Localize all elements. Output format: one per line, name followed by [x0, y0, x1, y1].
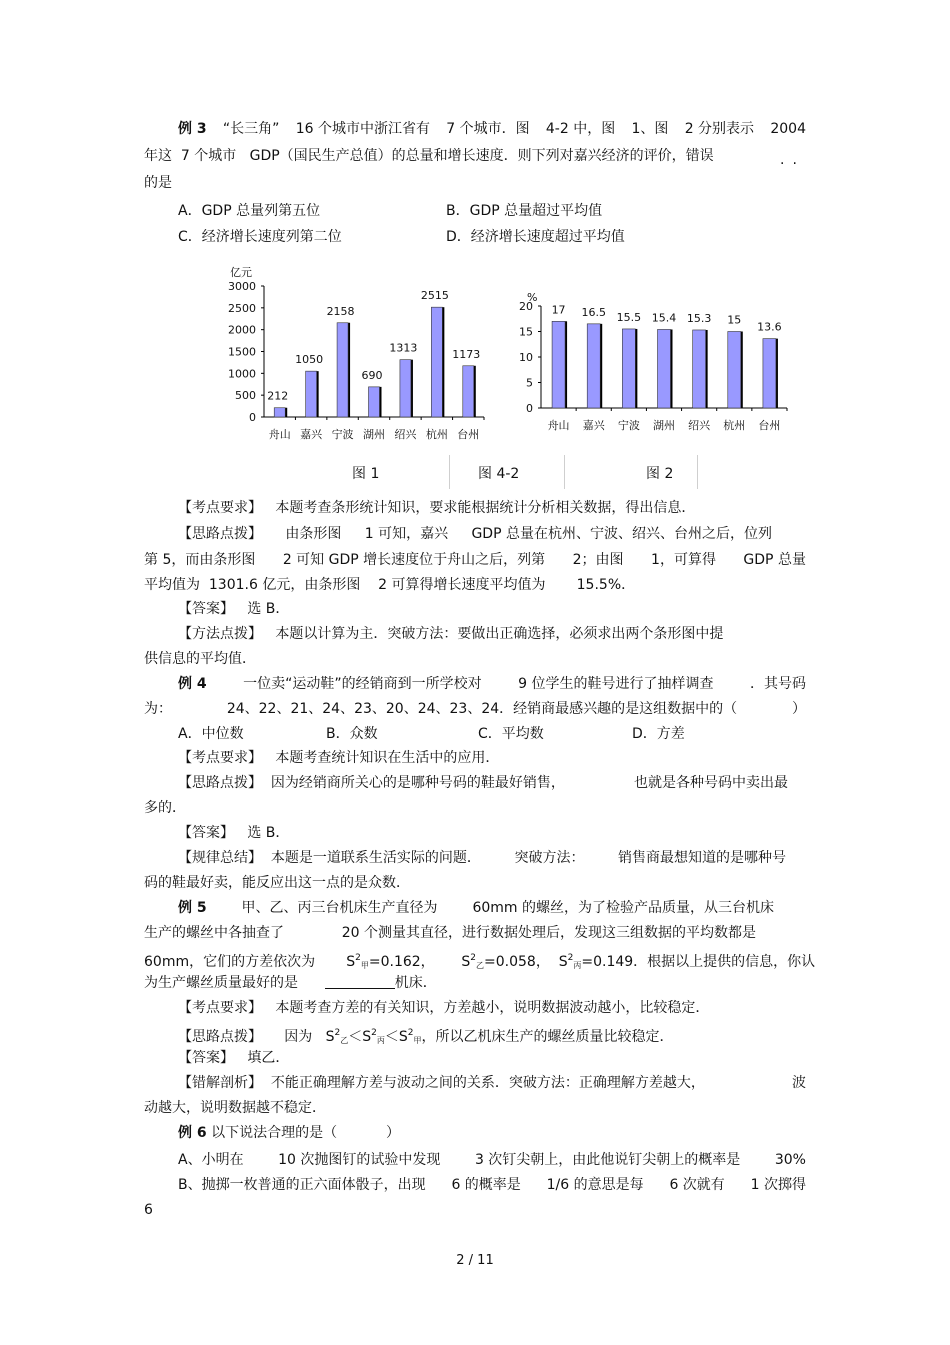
caption-divider	[449, 455, 450, 489]
bar	[622, 329, 635, 408]
bar	[587, 324, 600, 408]
ex5-line-4	[144, 974, 437, 992]
ex4-kd	[178, 749, 499, 767]
bar	[552, 321, 565, 408]
bar	[306, 371, 317, 417]
tag-kaodian: 【考点要求】	[178, 750, 262, 766]
x-tick-label: 嘉兴	[300, 428, 323, 441]
ex3-sl-1	[178, 525, 772, 543]
text-seg: 1，可算得	[651, 552, 716, 568]
text-seg: 不能正确理解方差与波动之间的关系．突破方法：正确理解方差越大，	[270, 1075, 705, 1091]
y-tick-label: 1500	[228, 345, 256, 359]
x-tick-label: 绍兴	[394, 428, 417, 441]
bar	[463, 366, 474, 417]
text-seg: 机床．	[394, 975, 437, 991]
ex5-cj-1	[178, 1074, 806, 1092]
text-seg: 生产的螺丝中各抽查了	[144, 925, 284, 941]
page-number: 2 / 11	[456, 1253, 494, 1268]
text-seg: 甲、乙、丙三台机床生产直径为	[241, 900, 438, 916]
x-tick-label: 宁波	[331, 428, 354, 441]
ex5-line-2	[144, 924, 756, 942]
y-axis-label: %	[527, 291, 538, 304]
text-seg: 4-2 中，图	[545, 121, 616, 137]
ex5-sl	[178, 1024, 674, 1050]
text-seg: 30%	[774, 1152, 806, 1168]
data-label: 16.5	[581, 305, 606, 319]
y-tick-label: 0	[526, 402, 533, 415]
text-seg: 第 5，而由条形图	[144, 552, 256, 568]
text-seg: 1/6 的意思是每	[546, 1177, 644, 1193]
ex4-gl-2: 码的鞋最好卖，能反应出这一点的是众数．	[144, 875, 410, 891]
ex5-line-3	[144, 949, 815, 975]
y-tick-label: 15	[519, 325, 533, 339]
text-seg: 为：	[144, 701, 172, 717]
data-label: 17	[551, 303, 566, 317]
tag-silu: 【思路点拨】	[178, 1029, 262, 1045]
ex4-gl-1	[178, 849, 786, 867]
tag-method: 【方法点拨】	[178, 626, 262, 642]
ex5-line-1	[178, 899, 774, 917]
ex4-line-2	[144, 700, 806, 718]
x-tick-label: 台州	[457, 428, 480, 441]
text-seg: 2 分别表示	[684, 121, 755, 137]
text-seg: ）	[386, 1125, 401, 1141]
tag-answer: 【答案】	[178, 1050, 234, 1066]
text-seg: 20 个测量其直径，进行数据处理后，发现这三组数据的平均数都是	[341, 925, 756, 941]
y-tick-label: 3000	[228, 280, 256, 293]
inequality: $S^2_乙<S^2_丙<S^2_甲$	[325, 1028, 422, 1045]
caption-fig42: 图 4-2	[478, 466, 520, 482]
caption-divider	[564, 455, 565, 489]
text-seg: 为生产螺丝质量最好的是	[144, 975, 298, 991]
text-seg: 6 次就有	[669, 1177, 725, 1193]
data-label: 13.6	[757, 320, 782, 334]
text-seg: 本题以计算为主．突破方法：要做出正确选择，必须求出两个条形图中提	[275, 626, 724, 642]
ex4-sl-1	[178, 774, 788, 792]
ex3-label: 例 3	[178, 121, 207, 137]
gdp-total-chart	[220, 262, 495, 447]
ex5-label: 例 5	[178, 900, 207, 916]
ex4-option-d: D．方差	[632, 726, 685, 742]
y-tick-label: 2000	[228, 323, 256, 337]
text-seg: 6 的概率是	[451, 1177, 521, 1193]
ex6-option-a	[178, 1151, 806, 1169]
ex3-answer	[178, 600, 289, 618]
bar	[763, 339, 776, 408]
data-label: 15	[727, 313, 742, 327]
data-label: 212	[267, 389, 289, 403]
text-seg: 1 可知，嘉兴	[364, 526, 449, 542]
text-seg: 2004	[770, 121, 806, 137]
text-seg: GDP 总量在杭州、宁波、绍兴、台州之后，位列	[471, 526, 772, 542]
text-seg: 突破方法：	[514, 850, 585, 866]
text-seg: 因为经销商所关心的是哪种号码的鞋最好销售，	[270, 775, 565, 791]
ex5-answer	[178, 1049, 289, 1067]
ex4-line-1	[178, 675, 806, 693]
data-label: 690	[361, 368, 383, 382]
text-seg: 以下说法合理的是（	[211, 1125, 338, 1141]
ex3-line-2: 年这 7 个城市 GDP（国民生产总值）的总量和增长速度．则下列对嘉兴经济的评价，错误	[144, 148, 714, 164]
ex3-kd	[178, 499, 695, 517]
tag-silu: 【思路点拨】	[178, 526, 262, 542]
tag-kaodian: 【考点要求】	[178, 500, 262, 516]
ex4-option-c: C．平均数	[478, 726, 544, 742]
caption-divider	[697, 455, 698, 489]
y-tick-label: 500	[235, 389, 256, 403]
text-seg: 1 次掷得	[750, 1177, 806, 1193]
bar	[431, 307, 442, 417]
y-tick-label: 2500	[228, 301, 256, 315]
text-seg: ，所以乙机床生产的螺丝质量比较稳定．	[421, 1029, 674, 1045]
x-tick-label: 湖州	[363, 428, 385, 441]
data-label: 1050	[295, 353, 324, 367]
ex3-ff-2: 供信息的平均值．	[144, 651, 256, 667]
x-tick-label: 杭州	[723, 419, 746, 432]
text-seg: 填乙．	[247, 1050, 290, 1066]
text-seg: 因为	[284, 1029, 313, 1045]
caption-fig1: 图 1	[352, 466, 380, 482]
x-tick-label: 嘉兴	[582, 419, 605, 432]
data-label: 2515	[420, 289, 449, 303]
bar	[400, 360, 411, 417]
text-seg: 本题考查方差的有关知识，方差越小，说明数据波动越小，比较稳定．	[275, 1000, 710, 1016]
x-tick-label: 台州	[758, 419, 781, 432]
y-axis-label: 亿元	[230, 266, 252, 279]
text-seg: 3 次钉尖朝上，由此他说钉尖朝上的概率是	[474, 1152, 741, 1168]
y-tick-label: 20	[519, 300, 533, 313]
data-label: 15.5	[616, 310, 642, 324]
ex3-option-d: D．经济增长速度超过平均值	[446, 229, 625, 245]
ex4-answer	[178, 824, 289, 842]
data-label: 1313	[389, 341, 418, 355]
bar	[274, 408, 285, 417]
text-seg: 10 次抛图钉的试验中发现	[278, 1152, 441, 1168]
tag-answer: 【答案】	[178, 601, 234, 617]
tag-answer: 【答案】	[178, 825, 234, 841]
ex6-line-1	[178, 1124, 400, 1142]
data-label: 15.4	[651, 311, 677, 325]
ex3-option-b: B．GDP 总量超过平均值	[446, 203, 603, 219]
data-label: 1173	[452, 347, 481, 361]
ex3-option-c: C．经济增长速度列第二位	[178, 229, 342, 245]
text-seg: A、小明在	[178, 1152, 244, 1168]
ex3-option-a: A．GDP 总量列第五位	[178, 203, 321, 219]
emphasis-dots: ..	[780, 152, 805, 168]
text-seg: 2；由图	[572, 552, 624, 568]
text-seg: 本题是一道联系生活实际的问题．	[270, 850, 481, 866]
ex3-sl-2	[144, 551, 806, 569]
ex6-option-b	[178, 1176, 806, 1194]
text-seg: 2 可知 GDP 增长速度位于舟山之后，列第	[282, 552, 546, 568]
text-seg: 由条形图	[285, 526, 342, 542]
s-bing: $S^2_丙=0.149$．根据以上提供的信息，你认	[558, 953, 816, 970]
tag-kaodian: 【考点要求】	[178, 1000, 262, 1016]
ex3-ff-1	[178, 625, 723, 643]
text-seg: 1、图	[631, 121, 669, 137]
x-tick-label: 舟山	[268, 428, 291, 441]
text-seg: 选 B．	[247, 825, 290, 841]
x-tick-label: 湖州	[653, 419, 675, 432]
text-seg: ．其号码	[750, 676, 806, 692]
ex4-sl-2: 多的．	[144, 800, 186, 816]
bar	[658, 329, 671, 408]
text-seg: 本题考查条形统计知识，要求能根据统计分析相关数据，得出信息．	[275, 500, 696, 516]
text-seg: 销售商最想知道的是哪种号	[618, 850, 786, 866]
x-tick-label: 杭州	[425, 428, 448, 441]
text-seg: 选 B．	[247, 601, 290, 617]
text-seg: 60mm 的螺丝，为了检验产品质量，从三台机床	[472, 900, 774, 916]
y-tick-label: 10	[519, 351, 533, 364]
answer-blank	[325, 974, 395, 989]
x-tick-label: 舟山	[547, 419, 570, 432]
text-seg: 一位卖“运动鞋”的经销商到一所学校对	[243, 676, 482, 692]
ex4-option-b: B．众数	[326, 726, 378, 742]
text-seg: 9 位学生的鞋号进行了抽样调查	[518, 676, 714, 692]
ex3-line-1	[178, 120, 806, 138]
x-tick-label: 绍兴	[688, 419, 711, 432]
text-seg: 本题考查统计知识在生活中的应用．	[275, 750, 500, 766]
ex3-sl-3: 平均值为 1301.6 亿元，由条形图 2 可算得增长速度平均值为 15.5%．	[144, 577, 636, 593]
bar	[728, 332, 741, 409]
s-jia: $S^2_甲=0.162$，	[346, 953, 435, 970]
s-yi: $S^2_乙=0.058$，	[461, 953, 550, 970]
ex6-option-b-cont: 6	[144, 1202, 153, 1218]
text-seg: B、抛掷一枚普通的正六面体骰子，出现	[178, 1177, 426, 1193]
data-label: 15.3	[686, 311, 712, 325]
caption-fig2: 图 2	[646, 466, 674, 482]
bar	[693, 330, 706, 408]
text-seg: 波	[792, 1075, 806, 1091]
ex5-cj-2: 动越大，说明数据越不稳定．	[144, 1100, 326, 1116]
text-seg: 也就是各种号码中卖出最	[634, 775, 788, 791]
y-tick-label: 1000	[228, 367, 256, 381]
text-seg: 60mm，它们的方差依次为	[144, 954, 316, 970]
x-tick-label: 宁波	[617, 419, 640, 432]
tag-rule: 【规律总结】	[178, 850, 262, 866]
gdp-growth-chart	[505, 288, 795, 448]
ex3-line-3: 的是	[144, 175, 172, 191]
text-seg: 24、22、21、24、23、20、24、23、24．经销商最感兴趣的是这组数据中的（	[226, 701, 738, 717]
tag-silu: 【思路点拨】	[178, 775, 262, 791]
y-tick-label: 5	[526, 376, 533, 390]
ex5-kd	[178, 999, 709, 1017]
text-seg: ）	[792, 701, 806, 717]
y-tick-label: 0	[249, 411, 256, 424]
data-label: 2158	[326, 304, 355, 318]
text-seg: 7 个城市．图	[446, 121, 530, 137]
ex4-label: 例 4	[178, 676, 207, 692]
ex6-label: 例 6	[178, 1125, 207, 1141]
bar	[369, 387, 380, 417]
bar	[337, 323, 348, 417]
text-seg: 16 个城市中浙江省有	[295, 121, 430, 137]
tag-error: 【错解剖析】	[178, 1075, 262, 1091]
text-seg: “长三角”	[222, 121, 280, 137]
text-seg: GDP 总量	[743, 552, 806, 568]
ex4-option-a: A．中位数	[178, 726, 244, 742]
